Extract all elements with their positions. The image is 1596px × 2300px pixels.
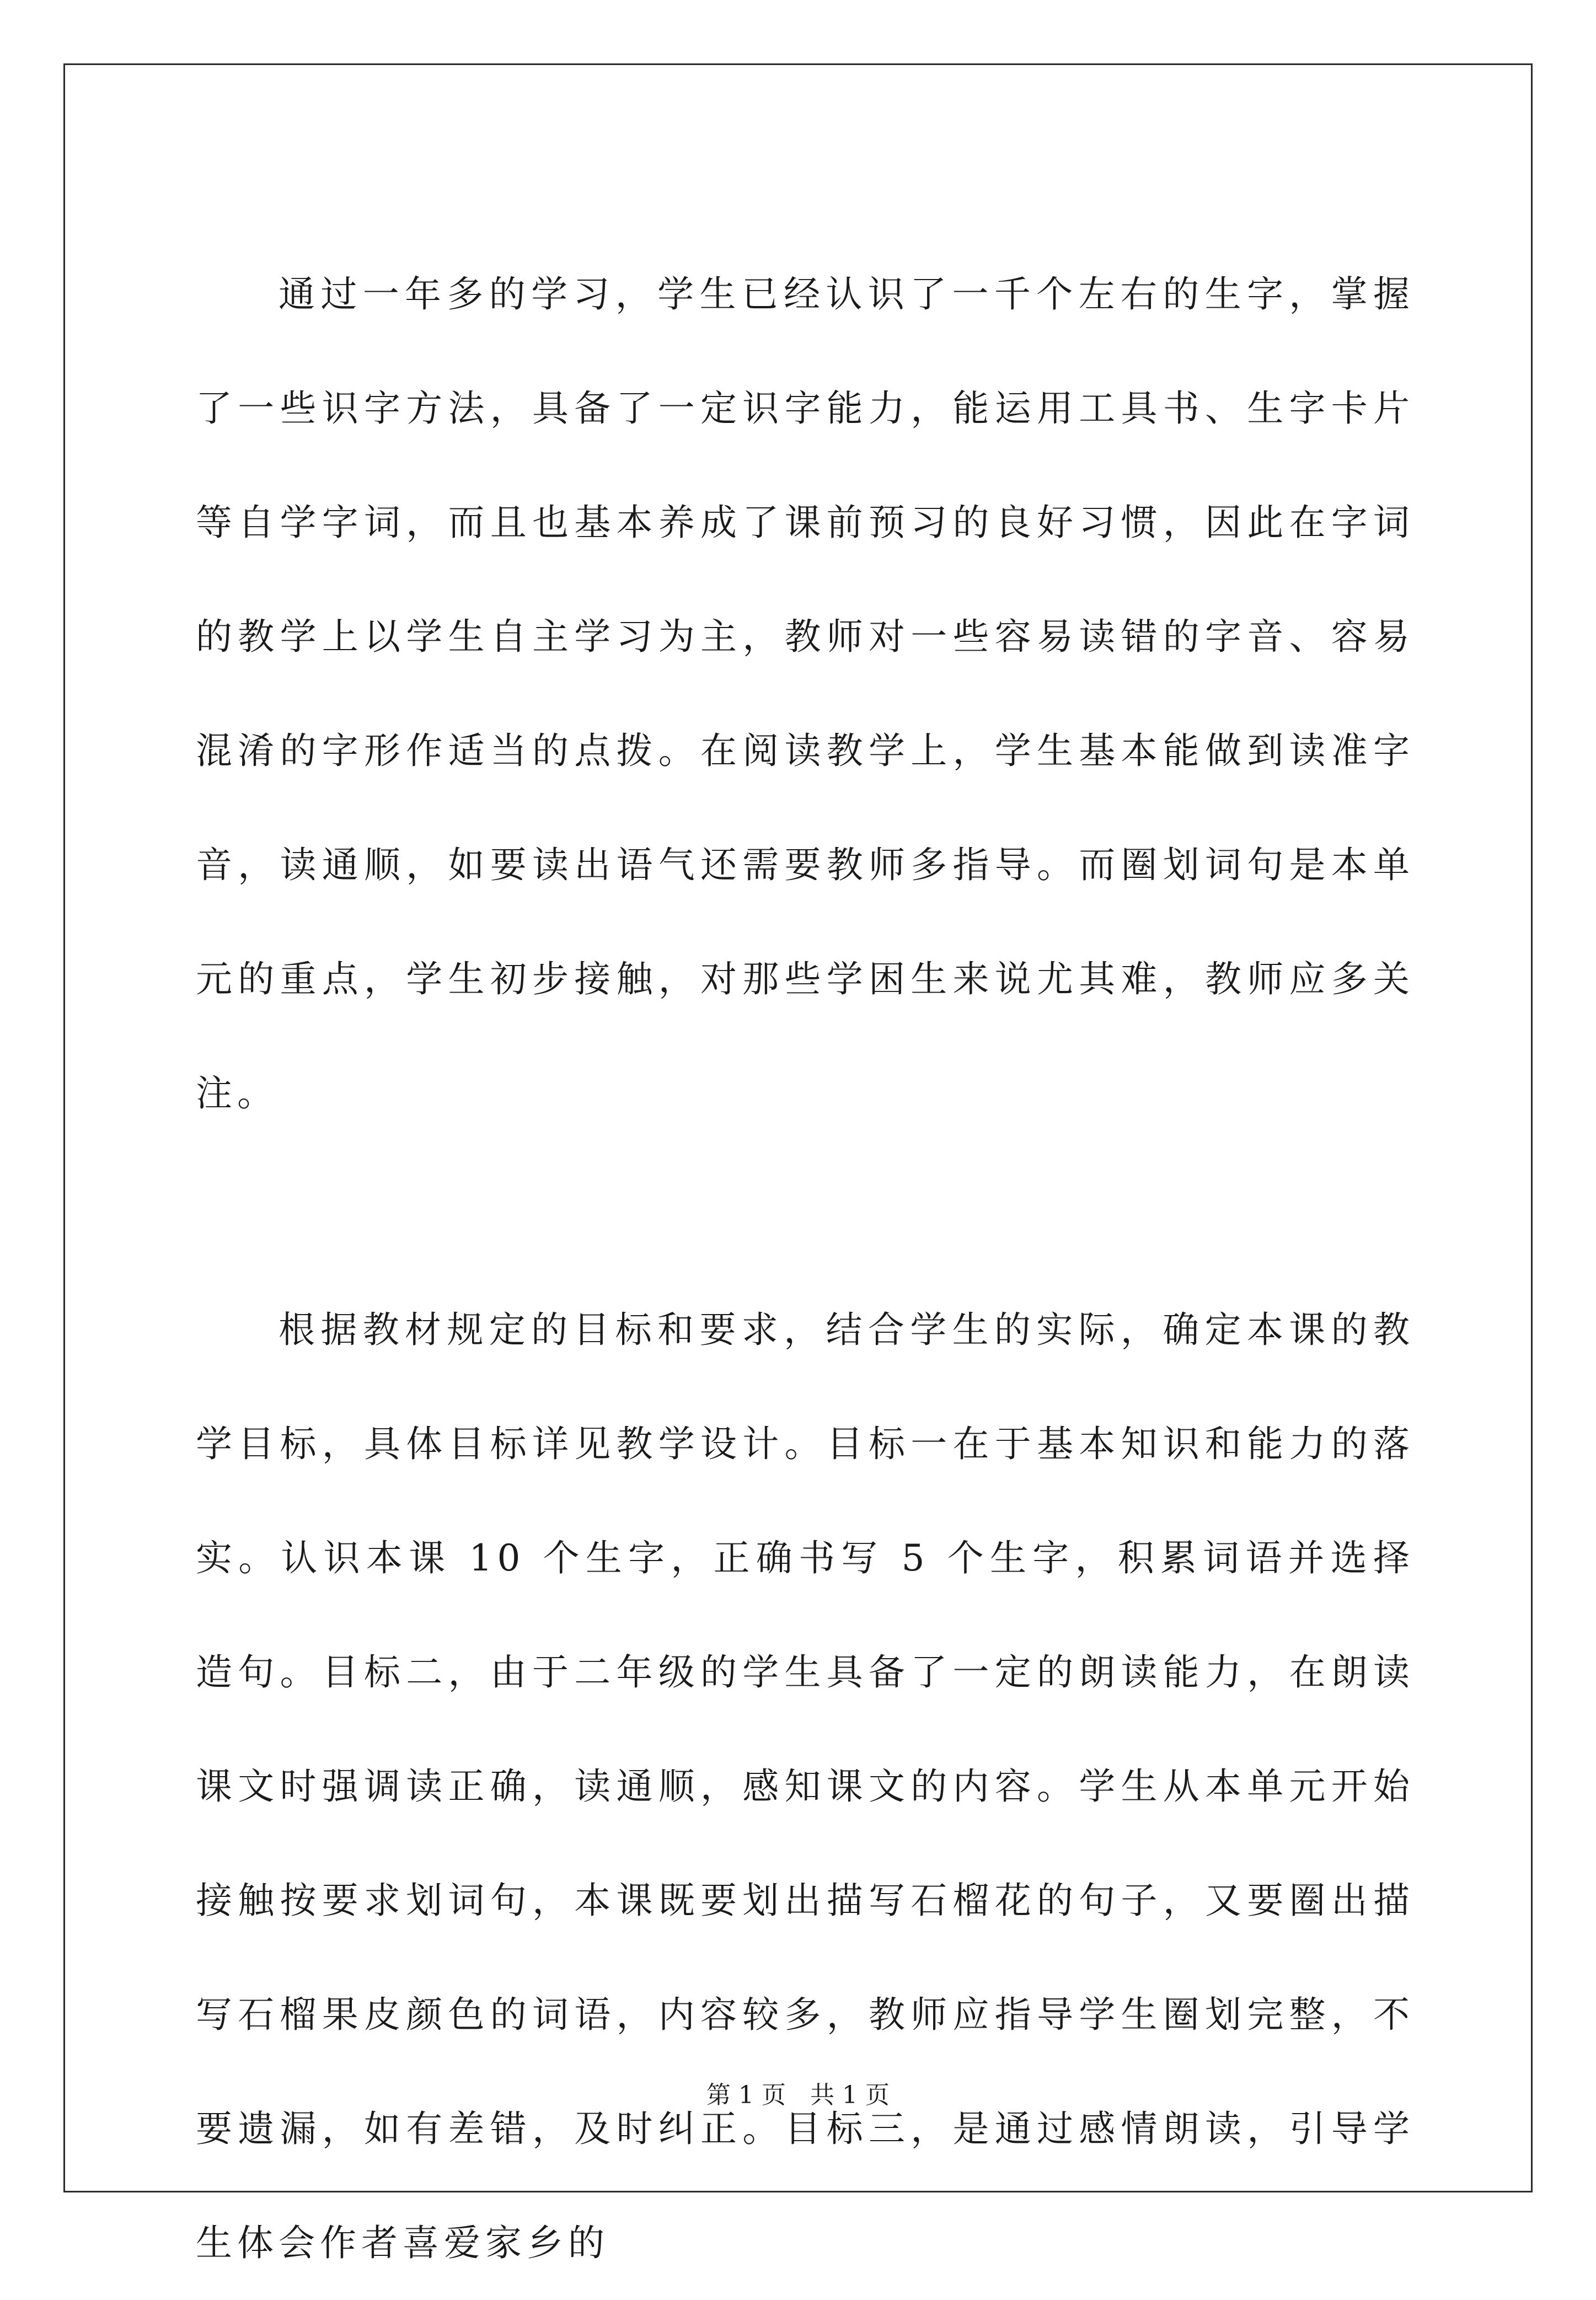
paragraph-2: 根据教材规定的目标和要求，结合学生的实际，确定本课的教学目标，具体目标详见教学设计。目标一在于基本知识和能力的落实。认识本课 10 个生字，正确书写 5 个生字，积累词语并选择造句。目标二，由于二年级的学生具备了一定的朗读能力，在朗读课文时强调读正确，读通顺，感知课文的内容。学生从本单元开始接触按要求划词句，本课既要划出描写石榴花的句子，又要圈出描写石榴果皮颜色的词语，内容较多，教师应指导学生圈划完整，不要遗漏，如有差错，及时纠正。目标三，是通过感情朗读，引导学生体会作者喜爱家乡的 [196,1309,1415,2264]
paragraph-1: 通过一年多的学习，学生已经认识了一千个左右的生字，掌握了一些识字方法，具备了一定识字能力，能运用工具书、生字卡片等自学字词，而且也基本养成了课前预习的良好习惯，因此在字词的教学上以学生自主学习为主，教师对一些容易读错的字音、容易混淆的字形作适当的点拨。在阅读教学上，学生基本能做到读准字音，读通顺，如要读出语气还需要教师多指导。而圈划词句是本单元的重点，学生初步接触，对那些学困生来说尤其难，教师应多关注。 [196,273,1415,1114]
document-body [196,237,1415,2300]
page-footer: 第 1 页 共 1 页 [706,2081,890,2109]
